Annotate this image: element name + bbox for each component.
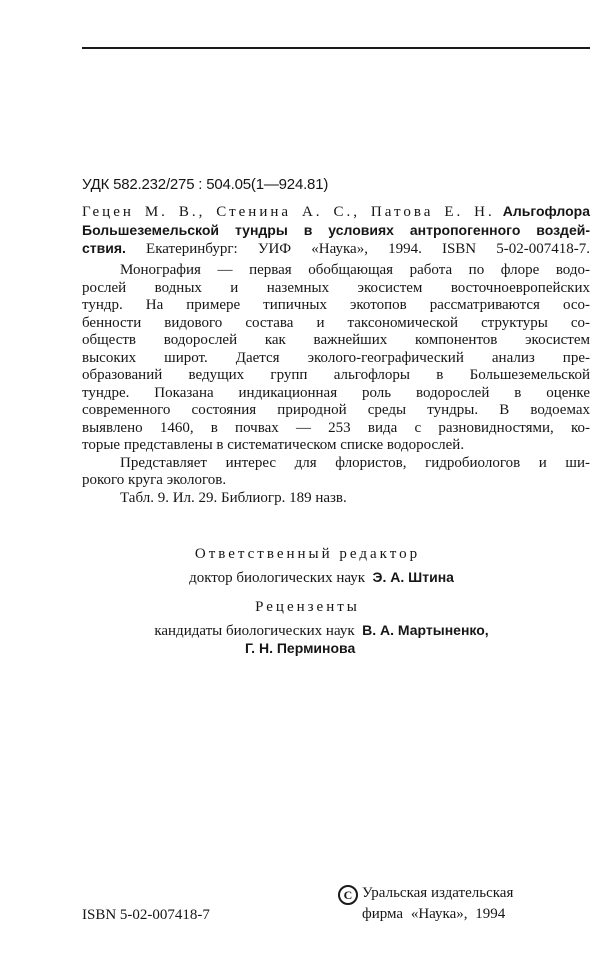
publisher-line-2: фирма «Наука», 1994 bbox=[362, 906, 506, 922]
footer-isbn: ISBN 5-02-007418-7 bbox=[82, 907, 210, 923]
citation-title-end: ствия. bbox=[82, 240, 126, 256]
abstract-line: торые представлены в систематическом списке водорослей. bbox=[82, 437, 465, 453]
abstract bbox=[82, 262, 590, 507]
editor-line bbox=[14, 569, 615, 587]
citation-publisher: Екатеринбург: УИФ «Наука», 1994. ISBN 5-02-007418-7. bbox=[125, 241, 590, 257]
abstract-line: Представляет интерес для флористов, гидробиологов и ши- bbox=[120, 454, 590, 471]
publisher-line-1: Уральская издательская bbox=[362, 885, 514, 901]
editor-title: доктор биологических наук bbox=[189, 570, 366, 586]
abstract-line: тундр. На примере типичных экотопов рассматриваются осо- bbox=[82, 297, 590, 313]
reviewers-line bbox=[14, 622, 615, 640]
editor-heading: Ответственный редактор bbox=[194, 546, 421, 562]
reviewers-title: кандидаты биологических наук bbox=[154, 623, 355, 639]
abstract-line: тундре. Показана индикационная роль водорослей в оценке bbox=[82, 384, 590, 401]
copyright-icon: C bbox=[338, 885, 358, 905]
reviewers-heading: Рецензенты bbox=[255, 599, 360, 615]
udk-code: УДК 582.232/275 : 504.05(1—924.81) bbox=[82, 176, 329, 193]
abstract-line: Табл. 9. Ил. 29. Библиогр. 189 назв. bbox=[120, 489, 347, 506]
abstract-line: обществ водорослей как важнейших компонентов экосистем bbox=[82, 332, 590, 348]
abstract-line: бенности видового состава и таксономической структуры со- bbox=[82, 314, 590, 331]
reviewer-2 bbox=[245, 640, 355, 658]
abstract-line: образований ведущих групп альгофлоры в Большеземельской bbox=[82, 367, 590, 383]
editor-name: Э. А. Штина bbox=[372, 569, 454, 585]
abstract-line: современного состояния природной среды тундры. В водоемах bbox=[82, 402, 590, 418]
citation-title-start: Альгофлора bbox=[502, 203, 591, 219]
abstract-line: высоких широт. Дается эколого-географический анализ пре- bbox=[82, 349, 590, 366]
citation bbox=[82, 203, 590, 259]
abstract-line: выявлено 1460, в почвах — 253 вида с разновидностями, ко- bbox=[82, 419, 590, 436]
top-rule bbox=[82, 47, 590, 49]
abstract-line: рослей водных и наземных экосистем восточноевропейских bbox=[82, 279, 590, 296]
reviewer-name-1: В. А. Мартыненко, bbox=[362, 622, 489, 638]
copyright-block bbox=[338, 884, 513, 924]
abstract-line: рокого круга экологов. bbox=[82, 472, 227, 488]
citation-authors: Гецен М. В., Стенина А. С., Патова Е. Н. bbox=[82, 204, 495, 220]
reviewer-name-2: Г. Н. Перминова bbox=[245, 640, 356, 656]
abstract-line: Монография — первая обобщающая работа по флоре водо- bbox=[120, 262, 590, 278]
citation-title-cont: Большеземельской тундры в условиях антропогенного воздей- bbox=[82, 221, 590, 238]
